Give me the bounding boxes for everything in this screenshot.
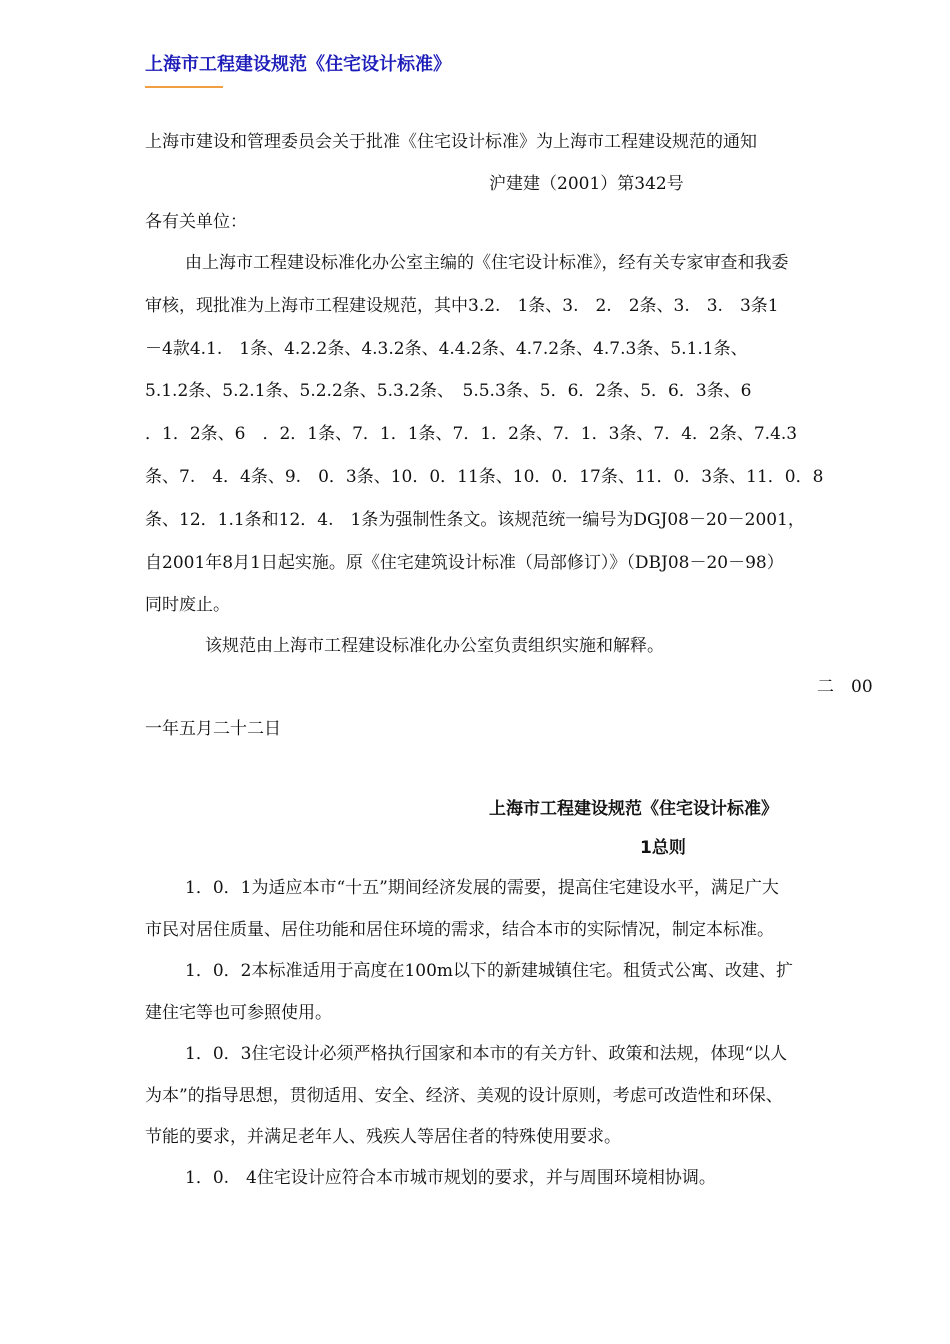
notice-body-line: 同时废止。: [145, 595, 230, 615]
clause-line: 市民对居住质量、居住功能和居住环境的需求，结合本市的实际情况，制定本标准。: [145, 920, 774, 940]
clause-line: 为本”的指导思想，贯彻适用、安全、经济、美观的设计原则，考虑可改造性和环保、: [145, 1086, 783, 1106]
notice-body-line: 由上海市工程建设标准化办公室主编的《住宅设计标准》，经有关专家审查和我委: [185, 253, 789, 273]
notice-body-line: －4款4.1. 1条、4.2.2条、4.3.2条、4.4.2条、4.7.2条、4.7.3条、5.1.1条、: [145, 339, 748, 359]
issue-date-part1: 二 00: [817, 677, 873, 697]
clause-line: 建住宅等也可参照使用。: [145, 1003, 332, 1023]
salutation: 各有关单位：: [145, 212, 247, 232]
document-number: 沪建建（2001）第342号: [489, 174, 684, 194]
header-underline: [145, 86, 223, 88]
implementation-note: 该规范由上海市工程建设标准化办公室负责组织实施和解释。: [205, 636, 664, 656]
notice-title: 上海市建设和管理委员会关于批准《住宅设计标准》为上海市工程建设规范的通知: [145, 132, 757, 152]
notice-body-line: 审核，现批准为上海市工程建设规范，其中3.2. 1条、3. 2. 2条、3. 3. 3条1: [145, 296, 779, 316]
clause-line: 1．0．2本标准适用于高度在100m以下的新建城镇住宅。租赁式公寓、改建、扩: [185, 961, 794, 981]
notice-body-line: ．1．2条、6 ．2．1条、7．1．1条、7．1．2条、7．1．3条、7．4．2条、7.4.3: [145, 424, 798, 444]
clause-line: 1．0. 4住宅设计应符合本市城市规划的要求，并与周围环境相协调。: [185, 1168, 716, 1188]
clause-line: 1．0．1为适应本市“十五”期间经济发展的需要，提高住宅建设水平，满足广大: [185, 878, 779, 898]
chapter-heading: 1总则: [640, 838, 686, 858]
clause-line: 1．0．3住宅设计必须严格执行国家和本市的有关方针、政策和法规，体现“以人: [185, 1044, 788, 1064]
notice-body-line: 自2001年8月1日起实施。原《住宅建筑设计标准（局部修订）》（DBJ08－20－98）: [145, 553, 784, 573]
notice-body-line: 条、12．1.1条和12．4. 1条为强制性条文。该规范统一编号为DGJ08－20－2001，: [145, 510, 805, 530]
standard-title: 上海市工程建设规范《住宅设计标准》: [489, 799, 778, 819]
header-title: 上海市工程建设规范《住宅设计标准》: [145, 54, 451, 75]
notice-body-line: 条、7. 4．4条、9. 0．3条、10．0．11条、10．0．17条、11．0．3条、11．0．8: [145, 467, 824, 487]
clause-line: 节能的要求，并满足老年人、残疾人等居住者的特殊使用要求。: [145, 1127, 621, 1147]
issue-date-part2: 一年五月二十二日: [145, 719, 281, 739]
notice-body-line: 5.1.2条、5.2.1条、5.2.2条、5.3.2条、 5.5.3条、5．6．2条、5．6．3条、6: [145, 381, 752, 401]
